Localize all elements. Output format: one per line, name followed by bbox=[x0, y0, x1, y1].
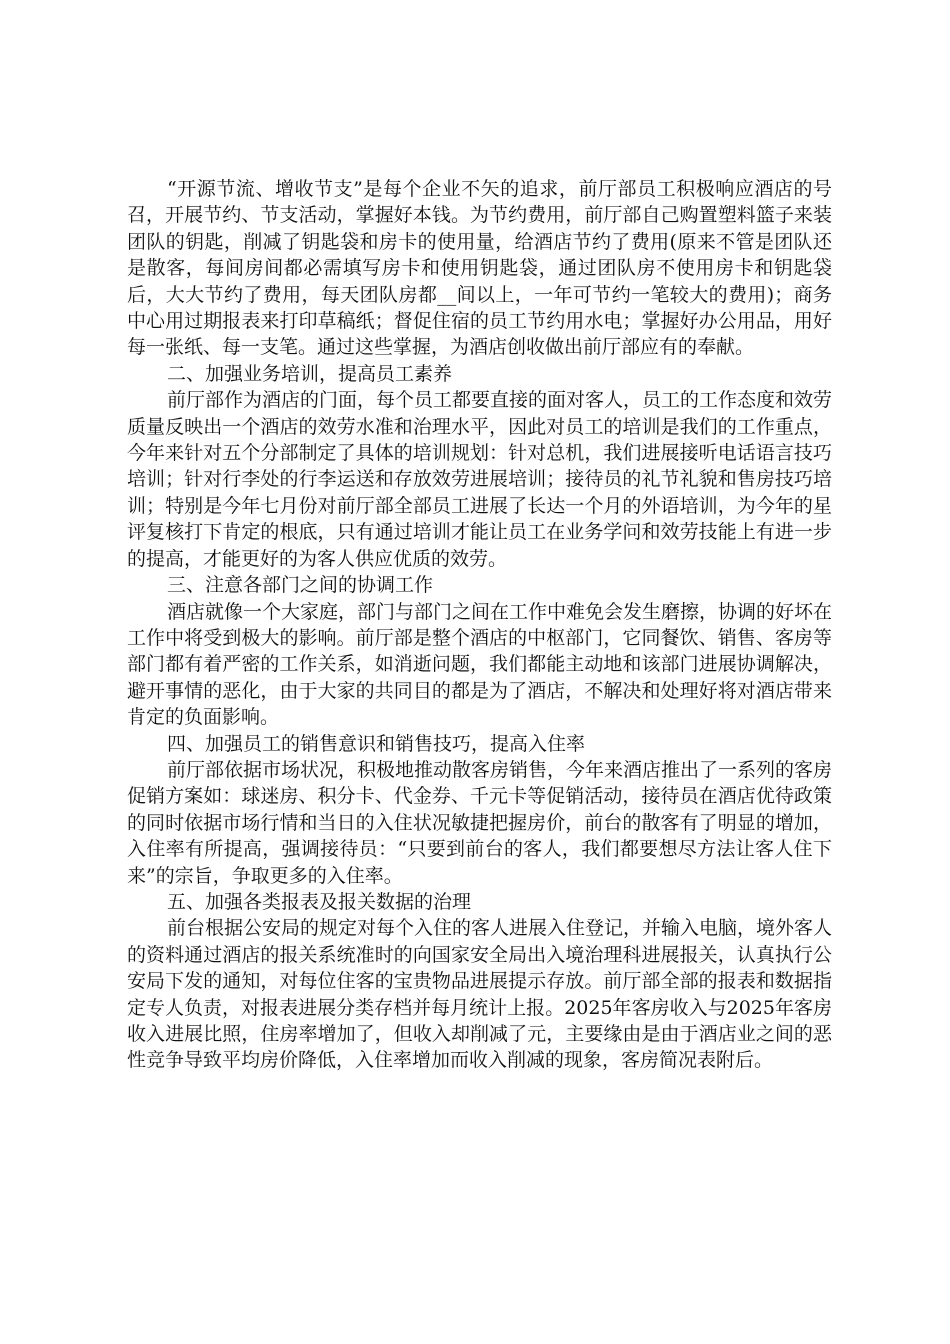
paragraph-open-source-savings: “开源节流、增收节支”是每个企业不矢的追求，前厅部员工积极响应酒店的号召，开展节约、节支活动，掌握好本钱。为节约费用，前厅部自己购置塑料篮子来装团队的钥匙，削减了钥匙袋和房卡的使用量，给酒店节约了费用(原来不管是团队还是散客，每间房间都必需填写房卡和使用钥匙袋，通过团队房不使用房卡和钥匙袋后，大大节约了费用，每天团队房都__间以上，一年可节约一笔较大的费用)；商务中心用过期报表来打印草稿纸；督促住宿的员工节约用水电；掌握好办公用品，用好每一张纸、每一支笔。通过这些掌握，为酒店创收做出前厅部应有的奉献。 bbox=[127, 178, 832, 359]
section-heading-training: 二、加强业务培训，提高员工素养 bbox=[167, 362, 453, 385]
section-heading-coordination: 三、注意各部门之间的协调工作 bbox=[167, 574, 434, 597]
document-page bbox=[127, 176, 832, 1074]
paragraph-coordination: 酒店就像一个大家庭，部门与部门之间在工作中难免会发生磨擦，协调的好坏在工作中将受到极大的影响。前厅部是整个酒店的中枢部门，它同餐饮、销售、客房等部门都有着严密的工作关系，如消逝问题，我们都能主动地和该部门进展协调解决，避开事情的恶化，由于大家的共同目的都是为了酒店，不解决和处理好将对酒店带来肯定的负面影响。 bbox=[127, 600, 833, 729]
paragraph-sales: 前厅部依据市场状况，积极地推动散客房销售，今年来酒店推出了一系列的客房促销方案如：球迷房、积分卡、代金券、千元卡等促销活动，接待员在酒店优待政策的同时依据市场行情和当日的入住状况敏捷把握房价，前台的散客有了明显的增加，入住率有所提高，强调接待员：“只要到前台的客人，我们都要想尽方法让客人住下来”的宗旨，争取更多的入住率。 bbox=[127, 758, 833, 887]
section-heading-reports: 五、加强各类报表及报关数据的治理 bbox=[167, 890, 472, 913]
section-heading-sales: 四、加强员工的销售意识和销售技巧，提高入住率 bbox=[167, 732, 586, 755]
paragraph-reports: 前台根据公安局的规定对每个入住的客人进展入住登记，并输入电脑，境外客人的资料通过酒店的报关系统准时的向国家安全局出入境治理科进展报关，认真执行公安局下发的通知，对每位住客的宝贵物品进展提示存放。前厅部全部的报表和数据指定专人负责，对报表进展分类存档并每月统计上报。2025年客房收入与2025年客房收入进展比照，住房率增加了，但收入却削减了元，主要缘由是由于酒店业之间的恶性竞争导致平均房价降低，入住率增加而收入削减的现象，客房简况表附后。 bbox=[127, 917, 833, 1072]
paragraph-training: 前厅部作为酒店的门面，每个员工都要直接的面对客人，员工的工作态度和效劳质量反映出一个酒店的效劳水准和治理水平，因此对员工的培训是我们的工作重点，今年来针对五个分部制定了具体的培训规划：针对总机，我们进展接听电话语言技巧培训；针对行李处的行李运送和存放效劳进展培训；接待员的礼节礼貌和售房技巧培训；特别是今年七月份对前厅部全部员工进展了长达一个月的外语培训，为今年的星评复核打下肯定的根底，只有通过培训才能让员工在业务学问和效劳技能上有进一步的提高，才能更好的为客人供应优质的效劳。 bbox=[127, 389, 833, 570]
